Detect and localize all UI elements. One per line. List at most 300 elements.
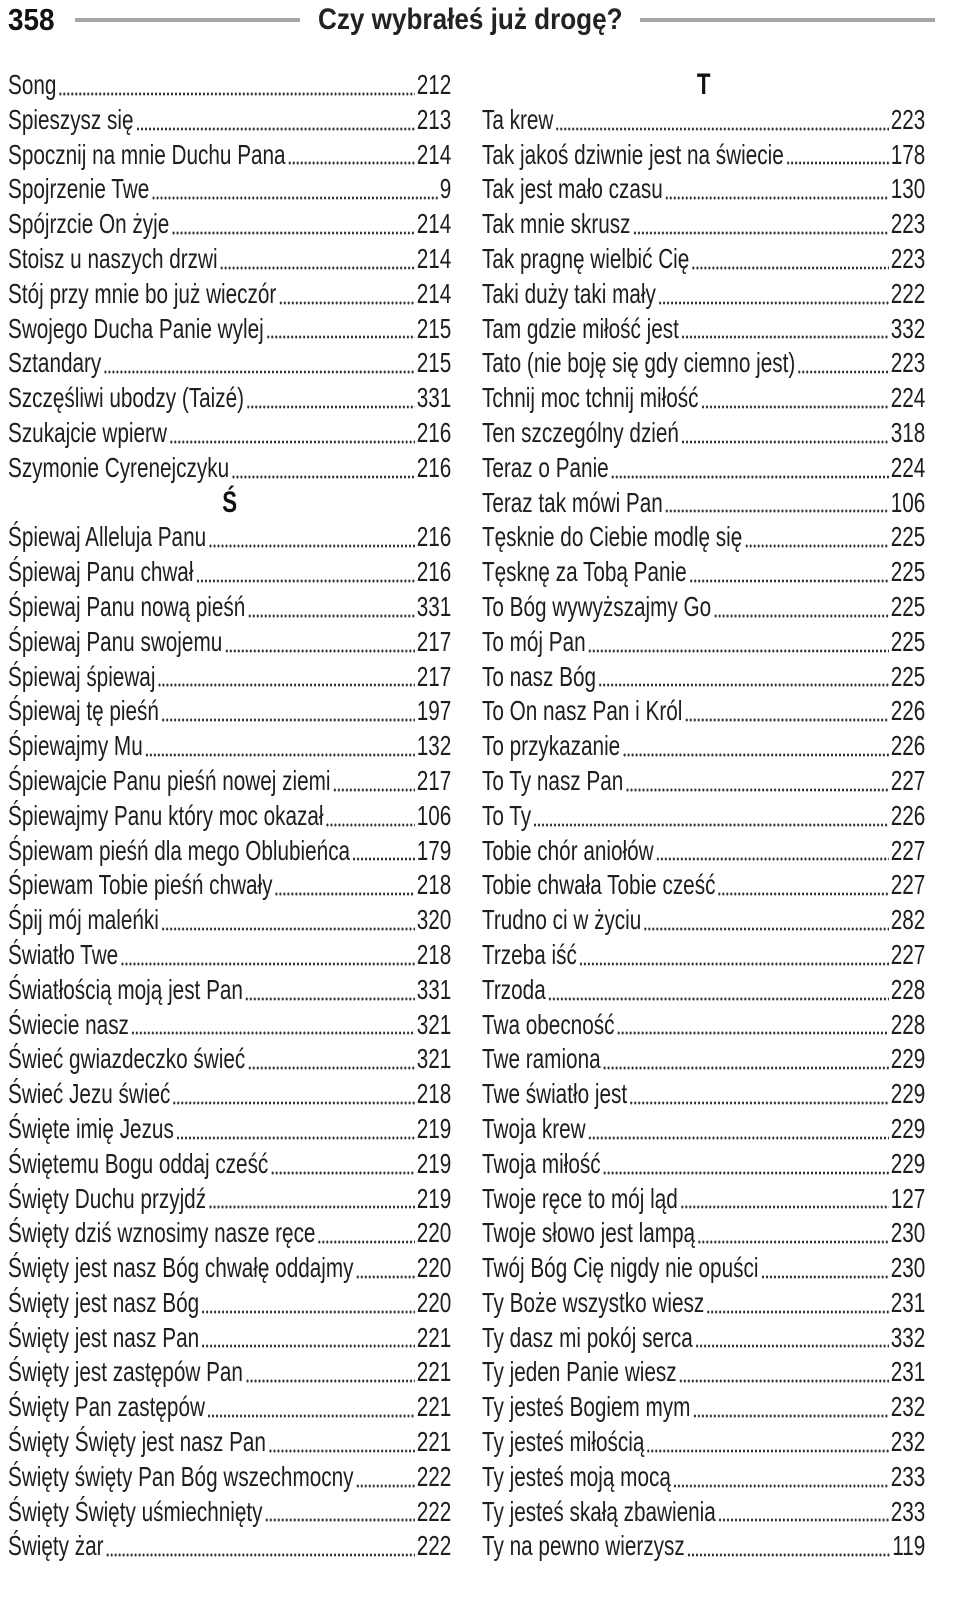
entry-title: Twa obecność (482, 1008, 615, 1040)
entry-title: Tak mnie skrusz (482, 208, 631, 240)
index-entry (8, 1042, 451, 1077)
entry-page-number: 219 (416, 1112, 452, 1144)
index-entry (8, 207, 451, 242)
index-entry (482, 451, 925, 486)
entry-page-number: 321 (416, 1043, 452, 1075)
index-entry (8, 312, 451, 347)
entry-page-number: 219 (416, 1182, 452, 1214)
entry-title: Świecie nasz (8, 1008, 129, 1040)
entry-title: Spieszysz się (8, 103, 134, 135)
dot-leader (533, 823, 889, 827)
index-entry (482, 1495, 925, 1530)
page-header (0, 0, 960, 44)
entry-title: Święty jest nasz Pan (8, 1321, 200, 1353)
dot-leader (136, 127, 415, 131)
dot-leader (679, 1379, 889, 1383)
index-entry (8, 1251, 451, 1286)
dot-leader (622, 753, 889, 757)
entry-title: Tęsknie do Ciebie modlę się (482, 521, 743, 553)
index-entry (482, 555, 925, 590)
entry-page-number: 227 (890, 764, 926, 796)
dot-leader (680, 1205, 889, 1209)
index-entry (8, 1460, 451, 1495)
entry-page-number: 9 (439, 173, 452, 205)
entry-title: Śpij mój maleńki (8, 904, 159, 936)
entry-title: Teraz tak mówi Pan (482, 486, 663, 518)
index-column-right (482, 68, 925, 1564)
index-entry (8, 1286, 451, 1321)
entry-title: Światło Twe (8, 938, 119, 970)
entry-title: Święty święty Pan Bóg wszechmocny (8, 1460, 354, 1492)
index-entry (482, 138, 925, 173)
entry-page-number: 218 (416, 1078, 452, 1110)
index-entry (8, 520, 451, 555)
entry-title: Trudno ci w życiu (482, 904, 642, 936)
entry-title: Śpiewaj śpiewaj (8, 660, 156, 692)
index-entry (482, 938, 925, 973)
entry-title: Swojego Ducha Panie wylej (8, 312, 264, 344)
entry-title: Świętemu Bogu oddaj cześć (8, 1147, 269, 1179)
index-entry (482, 625, 925, 660)
index-entry (482, 346, 925, 381)
dot-leader (120, 962, 415, 966)
index-entry (8, 764, 451, 799)
index-entry (8, 694, 451, 729)
dot-leader (681, 335, 889, 339)
entry-page-number: 220 (416, 1252, 452, 1284)
index-entry (482, 1216, 925, 1251)
index-entry (482, 1251, 925, 1286)
dot-leader (598, 683, 889, 687)
dot-leader (196, 579, 416, 583)
index-entry (482, 1425, 925, 1460)
dot-leader (644, 927, 890, 931)
entry-page-number: 222 (890, 277, 926, 309)
dot-leader (171, 231, 415, 235)
entry-page-number: 228 (890, 1008, 926, 1040)
index-entry (482, 207, 925, 242)
dot-leader (333, 788, 415, 792)
entry-page-number: 221 (416, 1321, 452, 1353)
entry-title: Tak pragnę wielbić Cię (482, 242, 690, 274)
entry-page-number: 332 (890, 312, 926, 344)
entry-title: Święty jest nasz Bóg chwałę oddajmy (8, 1252, 354, 1284)
entry-page-number: 224 (890, 382, 926, 414)
entry-title: Świeć gwiazdeczko świeć (8, 1043, 246, 1075)
index-entry (8, 1216, 451, 1251)
entry-title: Ty jesteś skałą zbawienia (482, 1495, 716, 1527)
entry-title: Tak jest mało czasu (482, 173, 663, 205)
entry-page-number: 230 (890, 1252, 926, 1284)
index-entry (8, 1112, 451, 1147)
index-entry (482, 1390, 925, 1425)
entry-page-number: 229 (890, 1147, 926, 1179)
dot-leader (158, 683, 416, 687)
dot-leader (588, 1136, 889, 1140)
dot-leader (266, 335, 415, 339)
entry-page-number: 220 (416, 1286, 452, 1318)
dot-leader (713, 614, 889, 618)
entry-title: Tobie chwała Tobie cześć (482, 869, 716, 901)
dot-leader (106, 1553, 415, 1557)
dot-leader (265, 1518, 415, 1522)
entry-page-number: 221 (416, 1356, 452, 1388)
index-entry (8, 1425, 451, 1460)
entry-title: Święty żar (8, 1530, 104, 1562)
entry-title: Ty jeden Panie wiesz (482, 1356, 677, 1388)
index-entry (8, 1147, 451, 1182)
entry-page-number: 226 (890, 695, 926, 727)
dot-leader (326, 823, 415, 827)
entry-title: Tam gdzie miłość jest (482, 312, 679, 344)
entry-title: Światłością moją jest Pan (8, 973, 243, 1005)
index-entry (8, 1182, 451, 1217)
index-entry (8, 1529, 451, 1564)
entry-title: Spojrzenie Twe (8, 173, 150, 205)
dot-leader (161, 927, 415, 931)
dot-leader (161, 718, 415, 722)
index-entry (8, 277, 451, 312)
entry-title: Tak jakoś dziwnie jest na świecie (482, 138, 784, 170)
index-entry (8, 1495, 451, 1530)
dot-leader (247, 1066, 415, 1070)
entry-page-number: 223 (890, 103, 926, 135)
dot-leader (689, 579, 889, 583)
dot-leader (131, 1031, 415, 1035)
entry-page-number: 222 (416, 1530, 452, 1562)
entry-page-number: 214 (416, 242, 452, 274)
dot-leader (548, 997, 889, 1001)
entry-title: Trzoda (482, 973, 546, 1005)
entry-page-number: 222 (416, 1495, 452, 1527)
index-entry (482, 1112, 925, 1147)
entry-title: Śpiewaj Panu swojemu (8, 625, 223, 657)
index-entry (482, 242, 925, 277)
entry-page-number: 222 (416, 1460, 452, 1492)
entry-title: Spójrzcie On żyje (8, 208, 170, 240)
entry-page-number: 217 (416, 764, 452, 796)
index-entry (8, 68, 451, 103)
index-entry (482, 381, 925, 416)
entry-page-number: 218 (416, 938, 452, 970)
dot-leader (245, 1379, 415, 1383)
dot-leader (356, 1275, 415, 1279)
dot-leader (246, 405, 415, 409)
entry-page-number: 229 (890, 1112, 926, 1144)
index-entry (482, 1321, 925, 1356)
entry-title: Taki duży taki mały (482, 277, 656, 309)
dot-leader (617, 1031, 890, 1035)
index-entry (8, 973, 451, 1008)
dot-leader (173, 1101, 416, 1105)
entry-title: Ty jesteś Bogiem mym (482, 1391, 691, 1423)
entry-page-number: 332 (890, 1321, 926, 1353)
dot-leader (701, 405, 890, 409)
entry-page-number: 229 (890, 1078, 926, 1110)
entry-title: Stój przy mnie bo już wieczór (8, 277, 277, 309)
entry-page-number: 228 (890, 973, 926, 1005)
dot-leader (268, 1449, 415, 1453)
entry-title: Święte imię Jezus (8, 1112, 174, 1144)
dot-leader (208, 544, 415, 548)
index-entry (482, 486, 925, 521)
entry-title: Święty Święty uśmiechnięty (8, 1495, 263, 1527)
dot-leader (685, 718, 890, 722)
entry-page-number: 132 (416, 730, 452, 762)
dot-leader (718, 892, 890, 896)
entry-page-number: 225 (890, 625, 926, 657)
index-entry (8, 381, 451, 416)
index-entry (8, 799, 451, 834)
entry-page-number: 224 (890, 451, 926, 483)
index-entry (482, 416, 925, 451)
index-entry (482, 277, 925, 312)
entry-page-number: 178 (890, 138, 926, 170)
dot-leader (745, 544, 890, 548)
dot-leader (665, 196, 889, 200)
entry-page-number: 233 (890, 1460, 926, 1492)
entry-title: Tobie chór aniołów (482, 834, 654, 866)
dot-leader (59, 92, 416, 96)
entry-page-number: 215 (416, 312, 452, 344)
entry-title: Twe światło jest (482, 1078, 628, 1110)
entry-title: Święty jest zastępów Pan (8, 1356, 243, 1388)
page-number: 358 (8, 2, 55, 37)
index-entry (482, 729, 925, 764)
index-entry (482, 868, 925, 903)
dot-leader (207, 1414, 415, 1418)
entry-page-number: 331 (416, 590, 452, 622)
index-entry (482, 903, 925, 938)
entry-title: Śpiewam Tobie pieśń chwały (8, 869, 273, 901)
entry-page-number: 212 (416, 69, 452, 100)
dot-leader (603, 1066, 889, 1070)
entry-page-number: 225 (890, 556, 926, 588)
entry-title: Ty jesteś moją mocą (482, 1460, 671, 1492)
index-entry (8, 138, 451, 173)
index-entry (8, 1390, 451, 1425)
entry-page-number: 318 (890, 416, 926, 448)
entry-title: Szczęśliwi ubodzy (Taizé) (8, 382, 245, 414)
entry-page-number: 320 (416, 904, 452, 936)
entry-title: Śpiewaj Alleluja Panu (8, 521, 207, 553)
index-entry (8, 451, 451, 486)
entry-title: Twoja miłość (482, 1147, 601, 1179)
entry-page-number: 331 (416, 973, 452, 1005)
entry-title: Ta krew (482, 103, 554, 135)
entry-page-number: 225 (890, 660, 926, 692)
entry-page-number: 106 (890, 486, 926, 518)
entry-page-number: 225 (890, 521, 926, 553)
index-entry (8, 416, 451, 451)
dot-leader (681, 440, 889, 444)
index-entry (8, 242, 451, 277)
entry-page-number: 215 (416, 347, 452, 379)
entry-title: Twoje ręce to mój ląd (482, 1182, 678, 1214)
index-entry (8, 555, 451, 590)
dot-leader (692, 266, 890, 270)
entry-page-number: 226 (890, 799, 926, 831)
entry-page-number: 227 (890, 834, 926, 866)
entry-title: Trzeba iść (482, 938, 577, 970)
entry-title: To mój Pan (482, 625, 586, 657)
entry-title: Śpiewaj Panu chwał (8, 556, 194, 588)
index-entry (482, 590, 925, 625)
dot-leader (318, 1240, 416, 1244)
entry-page-number: 231 (890, 1286, 926, 1318)
entry-page-number: 119 (892, 1530, 926, 1562)
entry-page-number: 197 (416, 695, 452, 727)
index-entry (8, 938, 451, 973)
entry-page-number: 225 (890, 590, 926, 622)
index-entry (8, 660, 451, 695)
entry-page-number: 227 (890, 938, 926, 970)
entry-title: Song (8, 69, 57, 100)
entry-title: To przykazanie (482, 730, 621, 762)
index-entry (8, 1008, 451, 1043)
dot-leader (626, 788, 890, 792)
index-entry (8, 1355, 451, 1390)
entry-page-number: 221 (416, 1426, 452, 1458)
index-entry (8, 625, 451, 660)
index-entry (482, 834, 925, 869)
entry-title: Śpiewajmy Panu który moc okazał (8, 799, 324, 831)
entry-title: Tchnij moc tchnij miłość (482, 382, 699, 414)
dot-leader (761, 1275, 890, 1279)
entry-title: Śpiewajmy Mu (8, 730, 143, 762)
index-entry (482, 764, 925, 799)
dot-leader (706, 1310, 889, 1314)
entry-title: Śpiewaj tę pieśń (8, 695, 159, 727)
entry-page-number: 233 (890, 1495, 926, 1527)
entry-page-number: 227 (890, 869, 926, 901)
entry-title: Ty Boże wszystko wiesz (482, 1286, 705, 1318)
entry-title: Sztandary (8, 347, 102, 379)
section-letter: T (696, 68, 711, 101)
entry-page-number: 219 (416, 1147, 452, 1179)
entry-title: Szymonie Cyrenejczyku (8, 451, 230, 483)
entry-page-number: 216 (416, 556, 452, 588)
entry-page-number: 216 (416, 521, 452, 553)
entry-page-number: 223 (890, 347, 926, 379)
entry-page-number: 232 (890, 1426, 926, 1458)
entry-title: Twój Bóg Cię nigdy nie opuści (482, 1252, 759, 1284)
dot-leader (104, 370, 416, 374)
entry-title: Święty Duchu przyjdź (8, 1182, 207, 1214)
entry-page-number: 231 (890, 1356, 926, 1388)
dot-leader (152, 196, 439, 200)
entry-title: Szukajcie wpierw (8, 416, 167, 448)
entry-title: To Ty nasz Pan (482, 764, 624, 796)
index-entry (482, 520, 925, 555)
entry-title: Tato (nie boję się gdy ciemno jest) (482, 347, 796, 379)
entry-page-number: 217 (416, 625, 452, 657)
header-rule-right (640, 18, 935, 22)
dot-leader (245, 997, 415, 1001)
dot-leader (145, 753, 415, 757)
dot-leader (224, 649, 415, 653)
entry-title: Święty dziś wznosimy nasze ręce (8, 1217, 316, 1249)
dot-leader (201, 1344, 415, 1348)
entry-title: Ten szczególny dzień (482, 416, 679, 448)
index-entry (482, 1355, 925, 1390)
running-title: Czy wybrałeś już drogę? (318, 3, 623, 36)
dot-leader (611, 475, 889, 479)
index-entry (482, 694, 925, 729)
index-entry (482, 973, 925, 1008)
entry-title: Ty dasz mi pokój serca (482, 1321, 693, 1353)
entry-page-number: 282 (890, 904, 926, 936)
entry-page-number: 223 (890, 208, 926, 240)
dot-leader (629, 1101, 889, 1105)
entry-title: To Ty (482, 799, 532, 831)
index-entry (482, 660, 925, 695)
entry-title: Śpiewajcie Panu pieśń nowej ziemi (8, 764, 331, 796)
entry-title: Spocznij na mnie Duchu Pana (8, 138, 286, 170)
index-entry (482, 1286, 925, 1321)
index-entry (482, 312, 925, 347)
index-entry (8, 346, 451, 381)
entry-title: Święty Pan zastępów (8, 1391, 205, 1423)
index-entry (8, 590, 451, 625)
entry-title: Święty jest nasz Bóg (8, 1286, 200, 1318)
entry-title: Ty na pewno wierzysz (482, 1530, 685, 1562)
entry-title: Śpiewaj Panu nową pieśń (8, 590, 246, 622)
entry-page-number: 232 (890, 1391, 926, 1423)
index-entry (482, 1042, 925, 1077)
entry-title: Twoje słowo jest lampą (482, 1217, 696, 1249)
dot-leader (693, 1414, 890, 1418)
entry-page-number: 213 (416, 103, 452, 135)
entry-page-number: 226 (890, 730, 926, 762)
index-entry (8, 103, 451, 138)
entry-page-number: 216 (416, 451, 452, 483)
index-column-left (8, 68, 451, 1564)
entry-title: Tęsknę za Tobą Panie (482, 556, 687, 588)
dot-leader (220, 266, 415, 270)
entry-title: To On nasz Pan i Król (482, 695, 683, 727)
entry-page-number: 214 (416, 138, 452, 170)
dot-leader (279, 301, 416, 305)
entry-page-number: 229 (890, 1043, 926, 1075)
index-entry (8, 834, 451, 869)
dot-leader (786, 161, 889, 165)
dot-leader (208, 1205, 415, 1209)
entry-page-number: 179 (416, 834, 452, 866)
dot-leader (687, 1553, 891, 1557)
entry-page-number: 216 (416, 416, 452, 448)
entry-page-number: 130 (890, 173, 926, 205)
entry-title: Stoisz u naszych drzwi (8, 242, 218, 274)
entry-page-number: 214 (416, 277, 452, 309)
dot-leader (248, 614, 416, 618)
section-letter: Ś (222, 485, 238, 519)
entry-page-number: 127 (890, 1182, 926, 1214)
entry-page-number: 106 (416, 799, 452, 831)
entry-page-number: 214 (416, 208, 452, 240)
dot-leader (647, 1449, 890, 1453)
index-entry (482, 1008, 925, 1043)
dot-leader (588, 649, 889, 653)
dot-leader (695, 1344, 889, 1348)
dot-leader (718, 1518, 889, 1522)
index-entry (8, 729, 451, 764)
entry-page-number: 331 (416, 382, 452, 414)
dot-leader (201, 1310, 415, 1314)
dot-leader (271, 1171, 416, 1175)
entry-page-number: 217 (416, 660, 452, 692)
entry-title: Święty Święty jest nasz Pan (8, 1426, 266, 1458)
